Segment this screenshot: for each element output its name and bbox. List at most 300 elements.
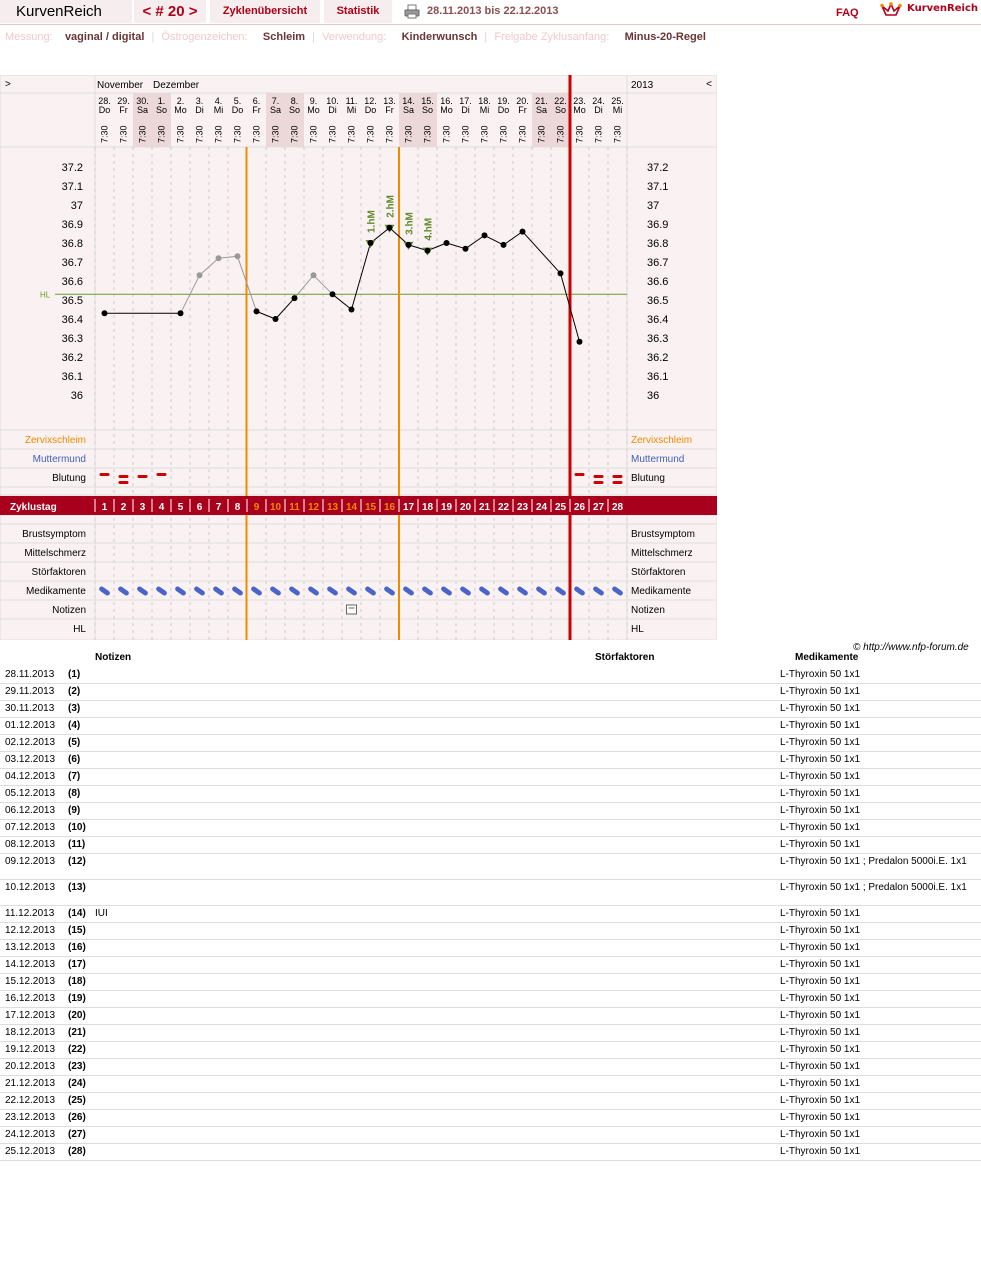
hm-label: 2.hM <box>385 195 397 218</box>
row-label-right-midpain: Mittelschmerz <box>631 548 693 559</box>
day-weekday: So <box>288 105 301 115</box>
temperature-point <box>501 242 507 248</box>
row-medication: L-Thyroxin 50 1x1 <box>780 925 861 936</box>
notes-row <box>0 718 981 735</box>
notes-row <box>0 880 981 906</box>
row-date: 10.12.2013 <box>5 882 56 893</box>
month-label: November <box>97 80 144 91</box>
row-medication: L-Thyroxin 50 1x1 ; Predalon 5000i.E. 1x1 <box>780 856 967 867</box>
cycle-day-row <box>0 496 717 515</box>
row-label-right-notes: Notizen <box>631 605 665 616</box>
row-medication: L-Thyroxin 50 1x1 <box>780 1044 861 1055</box>
day-date: 2. <box>176 96 185 106</box>
notes-row <box>0 1144 981 1161</box>
y-tick-label-right: 37 <box>647 200 660 212</box>
cycle-day-label: Zyklustag <box>10 502 57 513</box>
use-value: Kinderwunsch <box>401 31 478 43</box>
cycle-day-number: 28 <box>611 502 624 513</box>
notes-row <box>0 684 981 701</box>
notes-row <box>0 974 981 991</box>
temperature-point <box>463 246 469 252</box>
row-medication: L-Thyroxin 50 1x1 <box>780 976 861 987</box>
notes-row <box>0 991 981 1008</box>
day-time: 7:30 <box>99 125 110 143</box>
day-time: 7:30 <box>232 125 243 143</box>
row-medication: L-Thyroxin 50 1x1 <box>780 959 861 970</box>
day-weekday: Sa <box>269 105 282 115</box>
cycle-day-number: 10 <box>269 502 282 513</box>
row-medication: L-Thyroxin 50 1x1 <box>780 805 861 816</box>
cycle-day-number: 20 <box>459 502 472 513</box>
row-medication: L-Thyroxin 50 1x1 <box>780 1061 861 1072</box>
day-weekday: Fr <box>385 105 394 115</box>
day-date: 16. <box>440 96 453 106</box>
month-label: Dezember <box>153 80 200 91</box>
row-label-right-hl: HL <box>631 624 644 635</box>
temperature-point <box>330 291 336 297</box>
y-tick-label: 37.1 <box>61 181 83 193</box>
temperature-point <box>558 270 564 276</box>
day-time: 7:30 <box>289 125 300 143</box>
row-cycle-day: (6) <box>68 754 81 765</box>
cycle-day-number: 23 <box>516 502 529 513</box>
cycle-day-number: 18 <box>421 502 434 513</box>
notes-row <box>0 1025 981 1042</box>
row-label-hl: HL <box>73 624 86 635</box>
y-tick-label: 36.7 <box>61 257 83 269</box>
row-date: 18.12.2013 <box>5 1027 56 1038</box>
cycle-day-number: 15 <box>364 502 377 513</box>
row-cycle-day: (20) <box>68 1010 86 1021</box>
day-date: 13. <box>383 96 396 106</box>
printer-icon[interactable] <box>404 4 420 19</box>
row-cycle-day: (25) <box>68 1095 86 1106</box>
row-cycle-day: (23) <box>68 1061 86 1072</box>
y-tick-label-right: 36.7 <box>647 257 669 269</box>
cycle-day-number: 14 <box>345 502 358 513</box>
day-time: 7:30 <box>460 125 471 143</box>
y-tick-label: 36.4 <box>61 314 83 326</box>
row-medication: L-Thyroxin 50 1x1 ; Predalon 5000i.E. 1x1 <box>780 882 967 893</box>
row-date: 19.12.2013 <box>5 1044 56 1055</box>
row-cycle-day: (10) <box>68 822 86 833</box>
day-weekday: Fr <box>119 105 128 115</box>
estrogen-label: Östrogenzeichen: <box>161 31 248 43</box>
temperature-point <box>216 255 222 261</box>
cycle-day-number: 25 <box>554 502 567 513</box>
row-medication: L-Thyroxin 50 1x1 <box>780 1095 861 1106</box>
row-cycle-day: (7) <box>68 771 81 782</box>
y-tick-label: 36 <box>70 390 83 402</box>
notes-header-meds: Medikamente <box>795 652 859 663</box>
day-weekday: Sa <box>402 105 415 115</box>
y-tick-label: 36.3 <box>61 333 83 345</box>
row-note: IUI <box>95 908 108 919</box>
row-medication: L-Thyroxin 50 1x1 <box>780 771 861 782</box>
cycle-day-number: 8 <box>234 502 241 513</box>
cycle-day-number: 11 <box>289 502 300 513</box>
day-time: 7:30 <box>175 125 186 143</box>
cycle-navigator[interactable]: < # 20 > <box>134 0 206 23</box>
notes-row <box>0 906 981 923</box>
row-label-right-cervix_pos: Muttermund <box>631 454 685 465</box>
temperature-point <box>349 307 355 313</box>
row-label-right-meds: Medikamente <box>631 586 692 597</box>
row-cycle-day: (9) <box>68 805 81 816</box>
day-weekday: Mi <box>346 105 357 115</box>
estrogen-value: Schleim <box>262 31 306 43</box>
day-weekday: Do <box>364 105 377 115</box>
temperature-point <box>425 248 431 254</box>
row-date: 03.12.2013 <box>5 754 56 765</box>
row-cycle-day: (4) <box>68 720 81 731</box>
bleeding-mark <box>613 475 623 478</box>
cycle-day-number: 2 <box>120 502 127 513</box>
row-medication: L-Thyroxin 50 1x1 <box>780 686 861 697</box>
row-date: 06.12.2013 <box>5 805 56 816</box>
logo-text: KurvenReich <box>907 3 979 14</box>
date-range: 28.11.2013 bis 22.12.2013 <box>427 5 559 17</box>
y-tick-label-right: 36.5 <box>647 295 669 307</box>
chart-background <box>0 75 717 640</box>
cycle-day-number: 12 <box>307 502 320 513</box>
notes-header-disturb: Störfaktoren <box>595 652 655 663</box>
day-time: 7:30 <box>593 125 604 143</box>
cycles-overview-link[interactable]: Zyklenübersicht <box>210 0 320 23</box>
temperature-point <box>273 316 279 322</box>
day-time: 7:30 <box>118 125 129 143</box>
row-medication: L-Thyroxin 50 1x1 <box>780 669 861 680</box>
temperature-point <box>577 339 583 345</box>
temperature-point <box>368 240 374 246</box>
row-medication: L-Thyroxin 50 1x1 <box>780 1112 861 1123</box>
row-date: 23.12.2013 <box>5 1112 56 1123</box>
temperature-point <box>292 295 298 301</box>
row-medication: L-Thyroxin 50 1x1 <box>780 908 861 919</box>
notes-row <box>0 701 981 718</box>
row-medication: L-Thyroxin 50 1x1 <box>780 942 861 953</box>
notes-row <box>0 820 981 837</box>
notes-row <box>0 1093 981 1110</box>
notes-row <box>0 1059 981 1076</box>
row-cycle-day: (5) <box>68 737 81 748</box>
day-weekday: Di <box>328 105 337 115</box>
day-weekday: Fr <box>518 105 527 115</box>
app-title[interactable]: KurvenReich <box>0 0 132 23</box>
temperature-point <box>406 242 412 248</box>
cycle-day-number: 24 <box>535 502 548 513</box>
y-tick-label-right: 36.3 <box>647 333 669 345</box>
row-date: 02.12.2013 <box>5 737 56 748</box>
day-time: 7:30 <box>441 125 452 143</box>
notes-row <box>0 752 981 769</box>
row-cycle-day: (13) <box>68 882 86 893</box>
y-tick-label-right: 36.8 <box>647 238 669 250</box>
day-date: 30. <box>136 96 149 106</box>
temperature-point <box>311 272 317 278</box>
row-label-notes: Notizen <box>52 605 86 616</box>
statistics-link[interactable]: Statistik <box>324 0 392 23</box>
measurement-value: vaginal / digital <box>64 31 145 43</box>
day-time: 7:30 <box>308 125 319 143</box>
day-weekday: Mo <box>307 105 320 115</box>
temperature-point <box>235 253 241 259</box>
cycle-day-number: 1 <box>101 502 108 513</box>
row-cycle-day: (21) <box>68 1027 86 1038</box>
row-cycle-day: (1) <box>68 669 81 680</box>
day-date: 14. <box>402 96 415 106</box>
day-time: 7:30 <box>612 125 623 143</box>
day-time: 7:30 <box>156 125 167 143</box>
faq-link[interactable]: FAQ <box>836 7 859 19</box>
day-date: 5. <box>233 96 242 106</box>
notes-row <box>0 854 981 880</box>
y-tick-label: 36.6 <box>61 276 83 288</box>
row-date: 04.12.2013 <box>5 771 56 782</box>
day-date: 8. <box>290 96 299 106</box>
hl-line-label: HL <box>40 290 51 300</box>
day-weekday: So <box>421 105 434 115</box>
day-time: 7:30 <box>536 125 547 143</box>
row-medication: L-Thyroxin 50 1x1 <box>780 703 861 714</box>
y-tick-label-right: 37.2 <box>647 162 669 174</box>
temperature-point <box>482 232 488 238</box>
day-date: 15. <box>421 96 434 106</box>
cycle-info-line: Messung: vaginal / digital | Östrogenzeichen: Schleim | Verwendung: Kinderwunsch | Freigabe Zyklusanfang: Minus-20-Regel <box>5 31 706 43</box>
y-tick-label-right: 36 <box>647 390 660 402</box>
y-tick-label: 36.9 <box>61 219 83 231</box>
release-value: Minus-20-Regel <box>624 31 706 43</box>
cycle-day-number: 27 <box>592 502 605 513</box>
row-medication: L-Thyroxin 50 1x1 <box>780 720 861 731</box>
row-label-cervix_pos: Muttermund <box>32 454 86 465</box>
row-label-breast: Brustsymptom <box>22 529 86 540</box>
bleeding-mark <box>100 473 110 476</box>
day-weekday: Do <box>231 105 244 115</box>
row-label-disturb: Störfaktoren <box>31 567 86 578</box>
day-time: 7:30 <box>213 125 224 143</box>
row-date: 24.12.2013 <box>5 1129 56 1140</box>
row-date: 22.12.2013 <box>5 1095 56 1106</box>
row-cycle-day: (2) <box>68 686 81 697</box>
day-weekday: Mo <box>440 105 453 115</box>
cycle-day-number: 17 <box>402 502 415 513</box>
row-date: 14.12.2013 <box>5 959 56 970</box>
row-date: 25.12.2013 <box>5 1146 56 1157</box>
row-date: 01.12.2013 <box>5 720 56 731</box>
row-cycle-day: (15) <box>68 925 86 936</box>
day-date: 19. <box>497 96 510 106</box>
row-label-right-breast: Brustsymptom <box>631 529 695 540</box>
row-label-right-disturb: Störfaktoren <box>631 567 686 578</box>
row-medication: L-Thyroxin 50 1x1 <box>780 1027 861 1038</box>
day-weekday: So <box>155 105 168 115</box>
bleeding-mark <box>157 473 167 476</box>
row-cycle-day: (17) <box>68 959 86 970</box>
day-time: 7:30 <box>346 125 357 143</box>
y-tick-label-right: 36.1 <box>647 371 669 383</box>
row-medication: L-Thyroxin 50 1x1 <box>780 993 861 1004</box>
cycle-day-number: 6 <box>196 502 203 513</box>
bleeding-mark <box>594 481 604 484</box>
temperature-point <box>178 310 184 316</box>
day-weekday: Mi <box>213 105 224 115</box>
day-weekday: Di <box>594 105 603 115</box>
logo[interactable] <box>880 2 979 20</box>
row-cycle-day: (19) <box>68 993 86 1004</box>
row-date: 13.12.2013 <box>5 942 56 953</box>
day-date: 25. <box>611 96 624 106</box>
row-date: 20.12.2013 <box>5 1061 56 1072</box>
bleeding-mark <box>575 473 585 476</box>
day-date: 4. <box>214 96 223 106</box>
day-weekday: Di <box>461 105 470 115</box>
row-cycle-day: (12) <box>68 856 86 867</box>
bleeding-mark <box>138 475 148 478</box>
notes-row <box>0 803 981 820</box>
crown-icon <box>880 2 902 18</box>
row-date: 17.12.2013 <box>5 1010 56 1021</box>
day-date: 17. <box>459 96 472 106</box>
notes-row <box>0 1076 981 1093</box>
row-cycle-day: (22) <box>68 1044 86 1055</box>
y-tick-label: 37.2 <box>61 162 83 174</box>
day-weekday: Mi <box>612 105 623 115</box>
row-cycle-day: (18) <box>68 976 86 987</box>
day-time: 7:30 <box>403 125 414 143</box>
measurement-label: Messung: <box>5 31 53 43</box>
cycle-day-number: 4 <box>158 502 165 513</box>
row-cycle-day: (24) <box>68 1078 86 1089</box>
row-label-meds: Medikamente <box>25 586 86 597</box>
day-date: 22. <box>554 96 567 106</box>
day-weekday: Fr <box>252 105 261 115</box>
day-time: 7:30 <box>327 125 338 143</box>
temperature-point <box>102 310 108 316</box>
day-date: 9. <box>309 96 318 106</box>
day-time: 7:30 <box>384 125 395 143</box>
row-medication: L-Thyroxin 50 1x1 <box>780 1010 861 1021</box>
row-medication: L-Thyroxin 50 1x1 <box>780 754 861 765</box>
row-cycle-day: (3) <box>68 703 81 714</box>
y-tick-label-right: 36.6 <box>647 276 669 288</box>
row-date: 12.12.2013 <box>5 925 56 936</box>
day-weekday: Sa <box>136 105 149 115</box>
day-date: 23. <box>573 96 586 106</box>
day-date: 18. <box>478 96 491 106</box>
bleeding-mark <box>119 481 129 484</box>
row-label-midpain: Mittelschmerz <box>24 548 86 559</box>
notes-header-notes: Notizen <box>95 652 132 663</box>
day-weekday: Do <box>98 105 111 115</box>
temperature-point <box>197 272 203 278</box>
row-medication: L-Thyroxin 50 1x1 <box>780 1129 861 1140</box>
day-date: 12. <box>364 96 377 106</box>
next-arrow: < <box>706 79 712 90</box>
row-label-cervix: Zervixschleim <box>24 435 86 446</box>
release-label: Freigabe Zyklusanfang: <box>494 31 610 43</box>
notes-row <box>0 1008 981 1025</box>
notes-row <box>0 769 981 786</box>
day-weekday: So <box>554 105 567 115</box>
day-weekday: Mi <box>479 105 490 115</box>
day-date: 21. <box>535 96 548 106</box>
top-bar <box>0 0 981 25</box>
y-tick-label: 37 <box>70 200 83 212</box>
temperature-point <box>520 229 526 235</box>
prev-arrow: > <box>5 79 11 90</box>
day-time: 7:30 <box>422 125 433 143</box>
day-time: 7:30 <box>194 125 205 143</box>
y-tick-label: 36.1 <box>61 371 83 383</box>
temperature-point <box>254 308 260 314</box>
day-date: 7. <box>271 96 280 106</box>
cycle-day-number: 21 <box>478 502 491 513</box>
day-date: 24. <box>592 96 605 106</box>
day-time: 7:30 <box>517 125 528 143</box>
row-cycle-day: (14) <box>68 908 86 919</box>
cycle-day-number: 16 <box>383 502 396 513</box>
temperature-point <box>387 225 393 231</box>
row-date: 28.11.2013 <box>5 669 55 680</box>
notes-row <box>0 1110 981 1127</box>
row-medication: L-Thyroxin 50 1x1 <box>780 1146 861 1157</box>
row-date: 29.11.2013 <box>5 686 55 697</box>
notes-row <box>0 786 981 803</box>
cycle-day-number: 3 <box>139 502 146 513</box>
row-label-right-bleeding: Blutung <box>631 473 665 484</box>
y-tick-label: 36.8 <box>61 238 83 250</box>
bleeding-mark <box>119 475 129 478</box>
day-time: 7:30 <box>251 125 262 143</box>
day-weekday: Di <box>195 105 204 115</box>
bleeding-mark <box>594 475 604 478</box>
day-time: 7:30 <box>479 125 490 143</box>
cycle-day-number: 7 <box>215 502 222 513</box>
row-date: 05.12.2013 <box>5 788 56 799</box>
row-cycle-day: (8) <box>68 788 81 799</box>
row-cycle-day: (16) <box>68 942 86 953</box>
year-label: 2013 <box>631 80 654 91</box>
day-time: 7:30 <box>137 125 148 143</box>
cycle-chart <box>0 75 717 640</box>
notes-row <box>0 1042 981 1059</box>
y-tick-label-right: 36.4 <box>647 314 669 326</box>
row-label-bleeding: Blutung <box>52 473 86 484</box>
notes-row <box>0 667 981 684</box>
day-weekday: Mo <box>573 105 586 115</box>
hm-label: 1.hM <box>366 210 378 233</box>
day-weekday: Mo <box>174 105 187 115</box>
row-date: 09.12.2013 <box>5 856 56 867</box>
notes-row <box>0 923 981 940</box>
notes-row <box>0 940 981 957</box>
credit: © http://www.nfp-forum.de <box>853 642 969 653</box>
day-date: 1. <box>157 96 166 106</box>
row-date: 30.11.2013 <box>5 703 55 714</box>
notes-row <box>0 735 981 752</box>
day-time: 7:30 <box>270 125 281 143</box>
row-date: 16.12.2013 <box>5 993 56 1004</box>
note-icon <box>347 605 357 614</box>
row-date: 08.12.2013 <box>5 839 56 850</box>
bleeding-mark <box>613 481 623 484</box>
row-date: 15.12.2013 <box>5 976 56 987</box>
row-label-right-cervix: Zervixschleim <box>631 435 693 446</box>
row-cycle-day: (28) <box>68 1146 86 1157</box>
row-cycle-day: (27) <box>68 1129 86 1140</box>
day-date: 29. <box>117 96 130 106</box>
